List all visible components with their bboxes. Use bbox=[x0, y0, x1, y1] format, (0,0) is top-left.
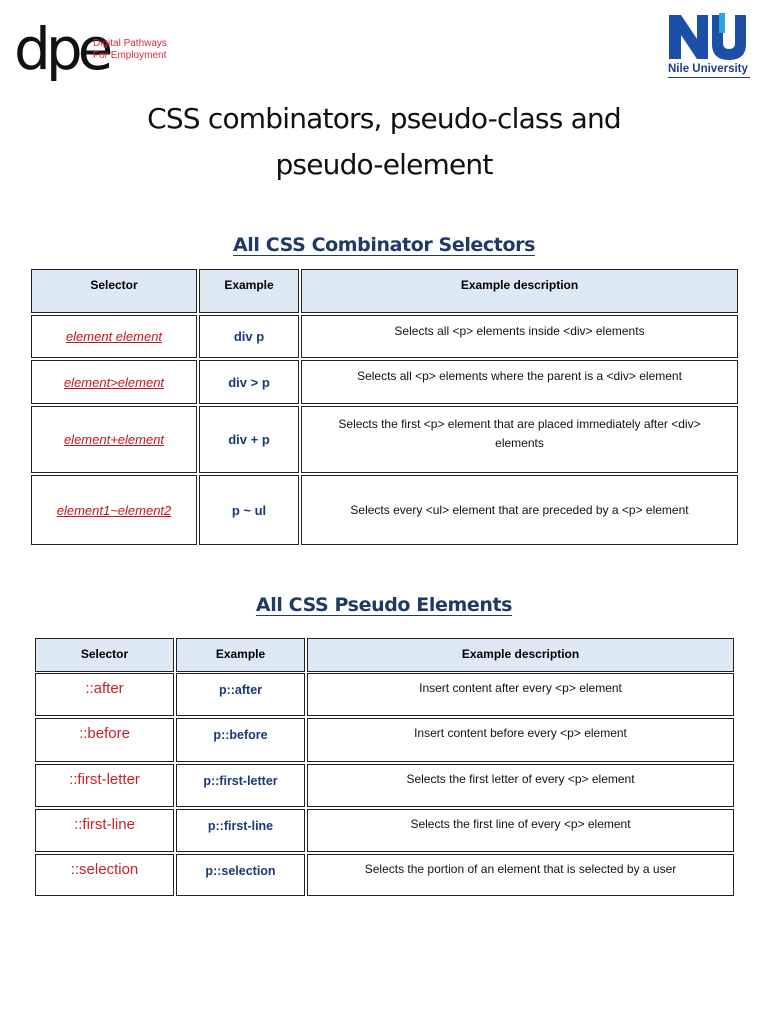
pseudo-elements-heading-text: All CSS Pseudo Elements bbox=[255, 594, 513, 616]
table-row-description: Selects the first <p> element that are placed immediately after <div> elements bbox=[301, 406, 738, 473]
table-row-example: div + p bbox=[199, 406, 299, 473]
column-header-selector: Selector bbox=[35, 638, 174, 672]
pseudo-elements-table bbox=[35, 638, 734, 896]
table-row-example: p::before bbox=[176, 718, 305, 762]
table-row-selector: ::first-line bbox=[35, 809, 174, 852]
page-title-line1: CSS combinators, pseudo-class and bbox=[147, 102, 621, 135]
nile-university-name: Nile University bbox=[668, 63, 748, 75]
combinators-heading bbox=[0, 234, 768, 256]
table-row-example: p::after bbox=[176, 673, 305, 716]
combinators-heading-text: All CSS Combinator Selectors bbox=[233, 234, 535, 256]
table-row-description: Selects all <p> elements inside <div> elements bbox=[301, 315, 738, 358]
column-header-selector: Selector bbox=[31, 269, 197, 313]
table-row-example: p::first-line bbox=[176, 809, 305, 852]
nile-university-underline bbox=[668, 77, 750, 78]
table-row-selector: element+element bbox=[31, 406, 197, 473]
table-row-example: div > p bbox=[199, 360, 299, 404]
column-header-example: Example bbox=[199, 269, 299, 313]
table-row-description: Selects the portion of an element that is selected by a user bbox=[307, 854, 734, 896]
table-row-description: Insert content after every <p> element bbox=[307, 673, 734, 716]
combinators-table bbox=[31, 269, 738, 545]
dpe-logo bbox=[14, 15, 194, 83]
table-row-example: p::first-letter bbox=[176, 764, 305, 807]
nile-university-logo bbox=[664, 13, 754, 81]
table-row-description: Selects the first letter of every <p> element bbox=[307, 764, 734, 807]
table-row-example: p::selection bbox=[176, 854, 305, 896]
table-row-selector: ::after bbox=[35, 673, 174, 716]
table-row-selector: element1~element2 bbox=[31, 475, 197, 545]
table-row-selector: ::first-letter bbox=[35, 764, 174, 807]
table-row-selector: element>element bbox=[31, 360, 197, 404]
dpe-logo-line2: For Employment bbox=[93, 50, 167, 61]
table-row-example: div p bbox=[199, 315, 299, 358]
table-row-description: Insert content before every <p> element bbox=[307, 718, 734, 762]
table-row-selector: ::selection bbox=[35, 854, 174, 896]
page-title bbox=[0, 96, 768, 188]
table-row-selector: ::before bbox=[35, 718, 174, 762]
table-row-selector: element element bbox=[31, 315, 197, 358]
page-title-line2: pseudo-element bbox=[275, 148, 493, 181]
dpe-logo-mark: dpe bbox=[14, 15, 109, 83]
dpe-logo-tagline bbox=[93, 38, 167, 62]
table-row-example: p ~ ul bbox=[199, 475, 299, 545]
column-header-description: Example description bbox=[307, 638, 734, 672]
column-header-description: Example description bbox=[301, 269, 738, 313]
table-row-description: Selects all <p> elements where the parent is a <div> element bbox=[301, 360, 738, 404]
dpe-logo-line1: Digital Pathways bbox=[93, 38, 167, 49]
table-row-description: Selects every <ul> element that are preceded by a <p> element bbox=[301, 475, 738, 545]
nu-emblem-icon bbox=[667, 13, 751, 61]
pseudo-elements-heading bbox=[0, 594, 768, 616]
table-row-description: Selects the first line of every <p> element bbox=[307, 809, 734, 852]
column-header-example: Example bbox=[176, 638, 305, 672]
